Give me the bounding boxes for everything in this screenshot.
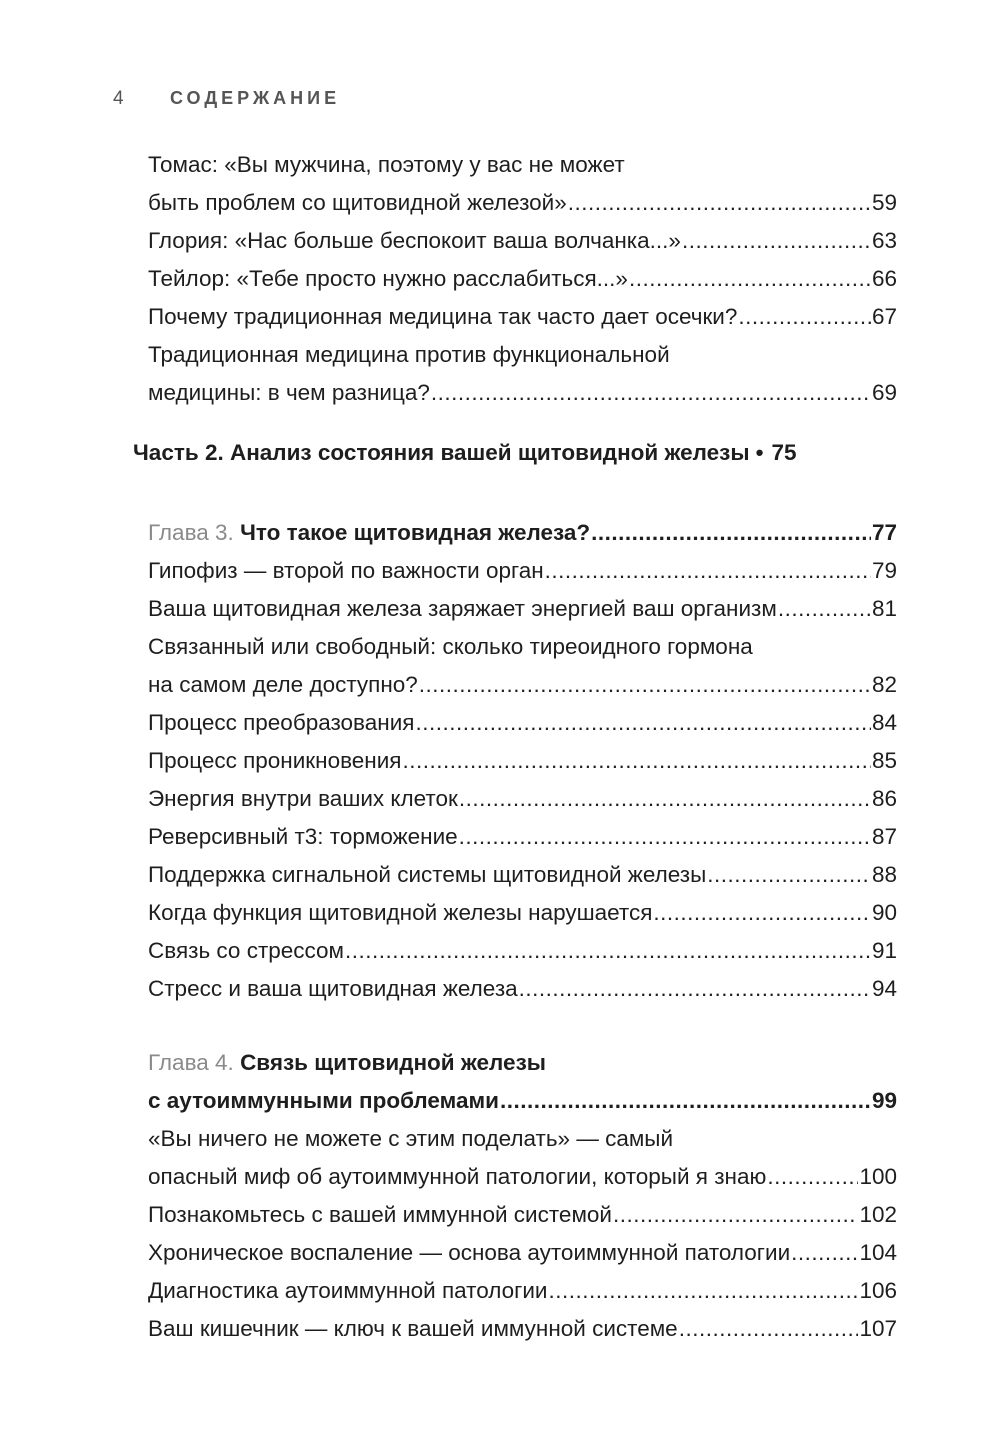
toc-entry[interactable]: Связь со стрессом ..... 91 (148, 932, 897, 970)
toc-entry[interactable]: Гипофиз — второй по важности орган ..... 79 (148, 552, 897, 590)
dot-leader (545, 552, 871, 590)
toc-entry[interactable]: Познакомьтесь с вашей иммунной системой ..... 102 (148, 1196, 897, 1234)
page-ref: 104 (859, 1240, 897, 1265)
toc-entry[interactable]: Почему традиционная медицина так часто дает осечки? ..... 67 (148, 298, 897, 336)
dot-leader (629, 260, 871, 298)
dot-leader (738, 298, 871, 336)
dot-leader (679, 1310, 859, 1348)
page-ref: 75 (771, 440, 797, 465)
toc-entry[interactable]: Когда функция щитовидной железы нарушается ..... 90 (148, 894, 897, 932)
page-ref: 67 (871, 304, 897, 329)
dot-leader (419, 666, 871, 704)
dot-leader (500, 1082, 871, 1120)
toc-entry[interactable]: Связанный или свободный: сколько тиреоидного гормона на самом деле доступно? ..... 82 (148, 628, 897, 704)
page-ref: 79 (871, 558, 897, 583)
section-title: СОДЕРЖАНИЕ (170, 88, 341, 108)
page-ref: 102 (859, 1202, 897, 1227)
page-ref: 66 (871, 266, 897, 291)
toc-entry[interactable]: Диагностика аутоиммунной патологии ..... 106 (148, 1272, 897, 1310)
chapter-heading[interactable] (148, 1044, 897, 1120)
dot-leader (345, 932, 871, 970)
toc-entry[interactable]: Хроническое воспаление — основа аутоиммунной патологии ..... 104 (148, 1234, 897, 1272)
dot-leader (767, 1158, 858, 1196)
page-number: 4 (113, 88, 124, 109)
toc-entry[interactable]: «Вы ничего не можете с этим поделать» — самый опасный миф об аутоиммунной патологии, который я знаю ..... 100 (148, 1120, 897, 1196)
page-ref: 87 (871, 824, 897, 849)
dot-leader (519, 970, 871, 1008)
page-ref: 90 (871, 900, 897, 925)
toc-entry[interactable]: Ваша щитовидная железа заряжает энергией ваш организм ..... 81 (148, 590, 897, 628)
dot-leader (459, 818, 871, 856)
toc-entry[interactable]: Тейлор: «Тебе просто нужно расслабиться...» ..... 66 (148, 260, 897, 298)
page-ref: 86 (871, 786, 897, 811)
page-ref: 94 (871, 976, 897, 1001)
chapter-title: Что такое щитовидная железа? (240, 520, 591, 545)
page-ref: 99 (871, 1088, 897, 1113)
dot-leader (459, 780, 871, 818)
page-ref: 91 (871, 938, 897, 963)
page-ref: 77 (871, 520, 897, 545)
toc-entry[interactable]: Процесс проникновения ..... 85 (148, 742, 897, 780)
part-title: Часть 2. Анализ состояния вашей щитовидной железы (133, 440, 750, 465)
toc-entry[interactable]: Стресс и ваша щитовидная железа ..... 94 (148, 970, 897, 1008)
toc-chapter-3 (148, 514, 897, 1008)
toc-entry[interactable]: Энергия внутри ваших клеток ..... 86 (148, 780, 897, 818)
bullet-separator: • (755, 440, 764, 465)
toc-entry[interactable]: Процесс преобразования ..... 84 (148, 704, 897, 742)
dot-leader (415, 704, 871, 742)
page-ref: 82 (871, 672, 897, 697)
dot-leader (791, 1234, 858, 1272)
dot-leader (613, 1196, 858, 1234)
page-ref: 84 (871, 710, 897, 735)
chapter-label: Глава 4. (148, 1050, 234, 1075)
chapter-label: Глава 3. (148, 520, 234, 545)
page-ref: 88 (871, 862, 897, 887)
page-ref: 59 (871, 190, 897, 215)
toc-entry[interactable]: Глория: «Нас больше беспокоит ваша волчанка...» ..... 63 (148, 222, 897, 260)
dot-leader (402, 742, 870, 780)
toc-entry[interactable]: Реверсивный т3: торможение ..... 87 (148, 818, 897, 856)
chapter-heading[interactable] (148, 514, 897, 552)
dot-leader (682, 222, 871, 260)
page-ref: 100 (859, 1164, 897, 1189)
toc-entry[interactable]: Томас: «Вы мужчина, поэтому у вас не может быть проблем со щитовидной железой» ..... 59 (148, 146, 897, 222)
dot-leader (591, 514, 871, 552)
part-heading[interactable] (133, 440, 797, 466)
toc-entry[interactable]: Традиционная медицина против функциональной медицины: в чем разница? ..... 69 (148, 336, 897, 412)
dot-leader (707, 856, 871, 894)
dot-leader (653, 894, 871, 932)
page-ref: 81 (871, 596, 897, 621)
page-ref: 63 (871, 228, 897, 253)
page-ref: 107 (859, 1316, 897, 1341)
page-ref: 85 (871, 748, 897, 773)
running-header (113, 88, 340, 110)
toc-entry[interactable]: Поддержка сигнальной системы щитовидной железы ..... 88 (148, 856, 897, 894)
dot-leader (548, 1272, 858, 1310)
toc-entry[interactable]: Ваш кишечник — ключ к вашей иммунной системе ..... 107 (148, 1310, 897, 1348)
chapter-title-continued: с аутоиммунными проблемами (148, 1088, 499, 1113)
toc-chapter-4 (148, 1044, 897, 1348)
page-ref: 69 (871, 380, 897, 405)
dot-leader (431, 374, 871, 412)
chapter-title: Связь щитовидной железы (240, 1050, 546, 1075)
page-ref: 106 (859, 1278, 897, 1303)
dot-leader (778, 590, 871, 628)
dot-leader (568, 184, 871, 222)
toc-block-1 (148, 146, 897, 412)
